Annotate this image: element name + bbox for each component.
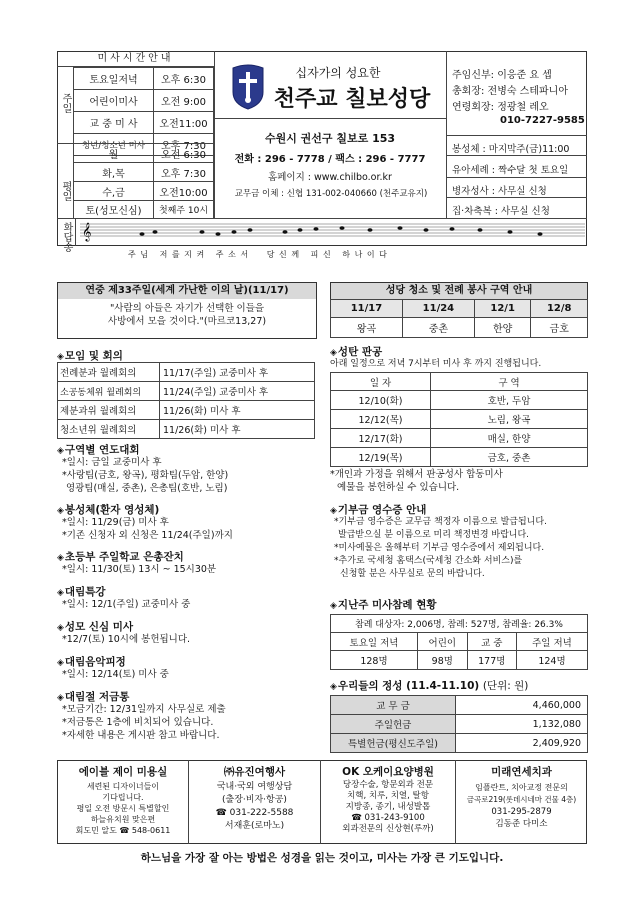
service-anointing: 병자성사 : 사무실 신청 xyxy=(452,186,547,197)
ad-salon: 에이블 제이 미용실 세련된 디자이너들이 기다립니다. 평일 오전 방문시 특별할인 하늘유치원 맞은편 회도민 알도 ☎ 548-0611 xyxy=(75,766,171,835)
communion-line: *일시: 11/29(금) 미사 후 xyxy=(62,517,169,528)
confession-table: 일 자 구 역 12/10(화) 호반, 두암 12/12(목) 노림, 왕곡 12/17(화) 매실, 한양 12/19(목) 금호, 중촌 xyxy=(330,372,588,467)
ad-hospital: OK 오케이요양병원 당장수술, 항문외과 전문 치핵, 치루, 치열, 탈항 지방종, 종기, 내성발톱 ☎ 031-243-9100 외과전문의 신상현(루까) xyxy=(342,766,434,834)
table-row: 교 무 금 4,460,000 xyxy=(331,696,588,715)
confession-note: *개인과 가정을 위해서 판공성사 합동미사 xyxy=(330,469,503,480)
savings-line: *자세한 내용은 게시판 참고 바랍니다. xyxy=(62,730,220,741)
svg-text:𝄞: 𝄞 xyxy=(82,222,92,241)
church-bank: 교무금 이체 : 신협 131-002-040660 (천주교유지) xyxy=(234,189,428,199)
diamond-icon: ◈ xyxy=(57,658,64,668)
church-subtitle: 십자가의 성요한 xyxy=(295,66,381,80)
diamond-icon: ◈ xyxy=(330,348,337,358)
service-communion: 봉성체 : 마지막주(금)11:00 xyxy=(452,144,570,155)
diamond-icon: ◈ xyxy=(57,352,64,362)
diamond-icon: ◈ xyxy=(57,623,64,633)
receipt-title: ◈기부금 영수증 안내 xyxy=(330,504,427,516)
diamond-icon: ◈ xyxy=(57,506,64,516)
communion-title: ◈봉성체(환자 영성체) xyxy=(57,504,160,516)
table-row: 12/10(화) 호반, 두암 xyxy=(331,391,588,410)
hymn-lyrics: 주 님 저 를 지 켜 주 소 서 당 신 께 피 신 하 나 이 다 xyxy=(128,250,388,259)
ad-dental: 미래연세치과 임플란트, 치아교정 전문의 금곡로219(롯데시네마 건물 4층) 031-295-2879 김동준 다미소 xyxy=(466,766,577,829)
table-row: 전례분과 월례회의 11/17(주일) 교중미사 후 xyxy=(58,363,315,382)
weekend-mass-table: 토요일저녁 오후 6:30 어린이미사 오전 9:00 교 중 미 사 오전11:00 청년/청소년 미사 오후 7:30 xyxy=(73,67,214,156)
feature-title: 연중 제33주일(세계 가난한 이의 날)(11/17) xyxy=(58,283,316,299)
school-line: *일시: 11/30(토) 13시 ~ 15시30분 xyxy=(62,564,217,575)
receipt-line: *기부금 영수증은 교무금 책정자 이름으로 발급됩니다. xyxy=(334,517,547,527)
table-row: 제분과위 월례회의 11/26(화) 미사 후 xyxy=(58,401,315,420)
offering-title: ◈우리들의 정성 (11.4-11.10) (단위: 원) xyxy=(330,680,529,692)
service-blessing: 집·차축복 : 사무실 신청 xyxy=(452,206,550,217)
service-baptism: 유아세례 : 짝수달 첫 토요일 xyxy=(452,165,569,176)
diamond-icon: ◈ xyxy=(330,506,337,516)
church-name: 천주교 칠보성당 xyxy=(273,87,431,112)
cleaning-title: 성당 청소 및 전례 봉사 구역 안내 xyxy=(331,283,587,299)
attendance-title: ◈지난주 미사참례 현황 xyxy=(330,599,437,611)
staff-union: 연령회장: 정광철 레오 xyxy=(452,102,549,113)
marian-line: *12/7(토) 10시에 봉헌됩니다. xyxy=(62,634,191,645)
district-line: *사랑팀(금호, 왕곡), 평화팀(두암, 한양) xyxy=(62,470,229,481)
hymn-score xyxy=(80,220,585,244)
table-row: 청소년위 월례회의 11/26(화) 미사 후 xyxy=(58,420,315,439)
confession-title: ◈성탄 판공 xyxy=(330,346,383,358)
district-line: *일시: 금일 교중미사 후 xyxy=(62,457,162,468)
district-title: ◈구역별 연도대회 xyxy=(57,444,140,456)
hymn-label: 화답송 xyxy=(61,222,72,252)
weekday-label: 평일 xyxy=(60,181,71,201)
diamond-icon: ◈ xyxy=(57,553,64,563)
savings-line: *모금기간: 12/31일까지 사무실로 제출 xyxy=(62,704,226,715)
table-row: 주일헌금 1,132,080 xyxy=(331,715,588,734)
attendance-table: 참례 대상자: 2,006명, 참례: 527명, 참례율: 26.3% 토요일 저녁 어린이 교 중 주일 저녁 128명 98명 177명 124명 xyxy=(330,614,588,670)
school-title: ◈초등부 주일학교 은총잔치 xyxy=(57,551,184,563)
confession-intro: 아래 일정으로 저녁 7시부터 미사 후 까지 진행됩니다. xyxy=(330,359,542,369)
advent-lecture-line: *일시: 12/1(주일) 교중미사 중 xyxy=(62,599,191,610)
receipt-line: *추가로 국세청 홈택스(국세청 간소화 서비스)를 xyxy=(334,556,523,566)
advent-lecture-title: ◈대림특강 xyxy=(57,586,106,598)
concert-title: ◈대림음악피정 xyxy=(57,656,126,668)
concert-line: *일시: 12/14(토) 미사 중 xyxy=(62,669,169,680)
savings-title: ◈대림절 저금통 xyxy=(57,691,130,703)
confession-note: 예물을 봉헌하실 수 있습니다. xyxy=(337,482,460,493)
cleaning-table: 11/17 11/24 12/1 12/8 왕곡 중촌 한양 금호 xyxy=(330,299,588,338)
mass-schedule xyxy=(57,51,214,218)
savings-line: *저금통은 1층에 비치되어 있습니다. xyxy=(62,717,214,728)
receipt-line: 신청할 분은 사무실로 문의 바랍니다. xyxy=(340,569,485,579)
meetings-title: ◈모임 및 회의 xyxy=(57,350,123,362)
staff-union-phone: 010-7227-9585 xyxy=(500,115,585,126)
diamond-icon: ◈ xyxy=(330,601,337,611)
table-row: 12/12(목) 노림, 왕곡 xyxy=(331,410,588,429)
church-address: 수원시 권선구 칠보로 153 xyxy=(264,132,396,145)
church-phone: 전화 : 296 - 7778 / 팩스 : 296 - 7777 xyxy=(234,154,426,165)
receipt-line: *미사예물은 올해부터 기부금 영수증에서 제외됩니다. xyxy=(334,543,545,553)
staff-council: 총회장: 전병숙 스테파니아 xyxy=(452,86,568,97)
ad-travel: ㈜유진여행사 국내·국외 여행상담 (출장·비자·항공) ☎ 031-222-5588 서재훈(로마노) xyxy=(215,766,294,831)
diamond-icon: ◈ xyxy=(330,682,337,692)
meetings-table xyxy=(57,362,315,439)
diamond-icon: ◈ xyxy=(57,588,64,598)
feature-quote: "사람의 아들은 자기가 선택한 이들을 사방에서 모을 것이다."(마르코13,27) xyxy=(107,303,267,327)
table-row: 12/17(화) 매실, 한양 xyxy=(331,429,588,448)
church-homepage[interactable]: 홈페이지 : www.chilbo.or.kr xyxy=(268,172,392,183)
district-line: 영광팀(매실, 중촌), 은총팀(호반, 노림) xyxy=(66,483,228,494)
weekday-mass-table: 월 오전 6:30 화,목 오후 7:30 수,금 오전10:00 토(성모신심) 첫째주 10시 xyxy=(73,143,214,219)
staff-priest: 주임신부: 이응준 요 셉 xyxy=(452,70,552,81)
weekend-label: 주일 xyxy=(60,93,71,113)
marian-title: ◈성모 신심 미사 xyxy=(57,621,134,633)
church-logo xyxy=(230,62,266,110)
communion-line: *기존 신청자 외 신청은 11/24(주일)까지 xyxy=(62,530,233,541)
offering-table xyxy=(330,695,588,753)
diamond-icon: ◈ xyxy=(57,446,64,456)
table-row: 12/19(목) 금호, 중촌 xyxy=(331,448,588,467)
diamond-icon: ◈ xyxy=(57,693,64,703)
receipt-line: 발급받으실 분 이름으로 미리 책정변경 바랍니다. xyxy=(338,530,530,540)
table-row: 특별헌금(평신도주일) 2,409,920 xyxy=(331,734,588,753)
footer-message: 하느님을 가장 잘 아는 방법은 성경을 읽는 것이고, 미사는 가장 큰 기도입니다. xyxy=(140,852,504,864)
mass-schedule-title: 미사시간안내 xyxy=(57,51,214,67)
table-row: 소공동체위 월례회의 11/24(주일) 교중미사 후 xyxy=(58,382,315,401)
